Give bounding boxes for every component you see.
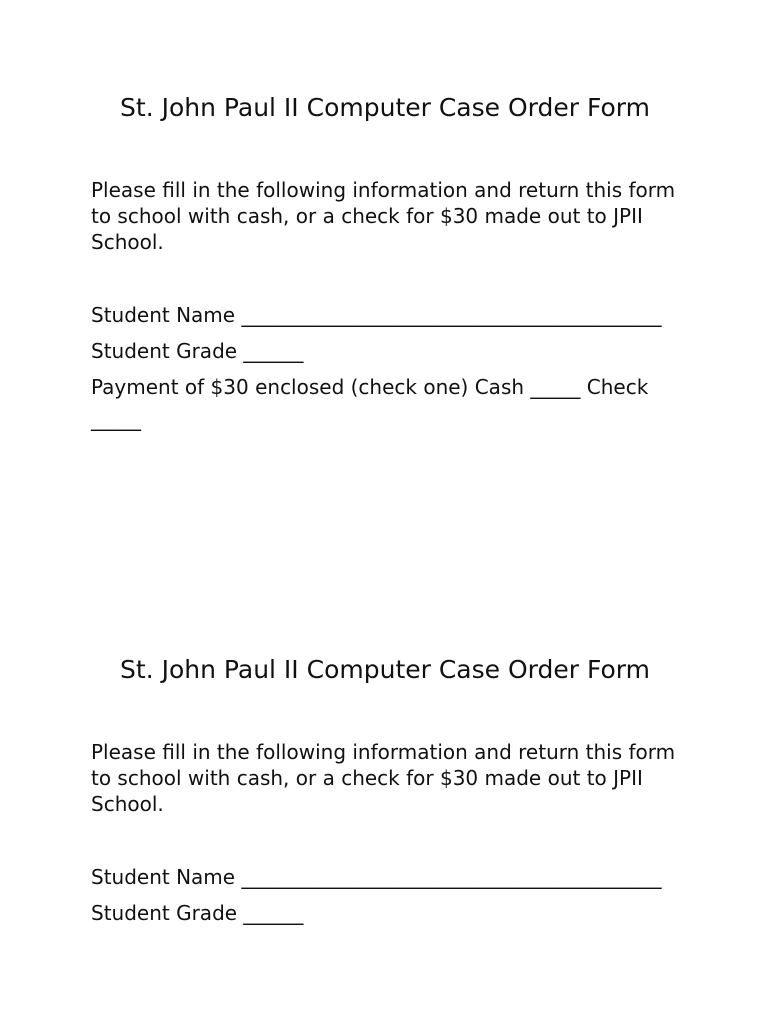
form-title: St. John Paul II Computer Case Order Form: [120, 93, 650, 122]
form-title: St. John Paul II Computer Case Order Form: [120, 655, 650, 684]
student-name-field[interactable]: Student Name __________________________________________: [91, 303, 662, 327]
check-option-blank[interactable]: _____: [91, 407, 141, 431]
payment-method-field[interactable]: Payment of $30 enclosed (check one) Cash _____ Check: [91, 375, 649, 399]
student-name-field[interactable]: Student Name __________________________________________: [91, 865, 662, 889]
form-instructions: Please fill in the following information and return this form to school with cash, or a check for $30 made out to JPII School.: [91, 740, 676, 816]
student-grade-field[interactable]: Student Grade ______: [91, 339, 304, 363]
student-grade-field[interactable]: Student Grade ______: [91, 901, 304, 925]
form-instructions: Please fill in the following information and return this form to school with cash, or a check for $30 made out to JPII School.: [91, 178, 676, 254]
